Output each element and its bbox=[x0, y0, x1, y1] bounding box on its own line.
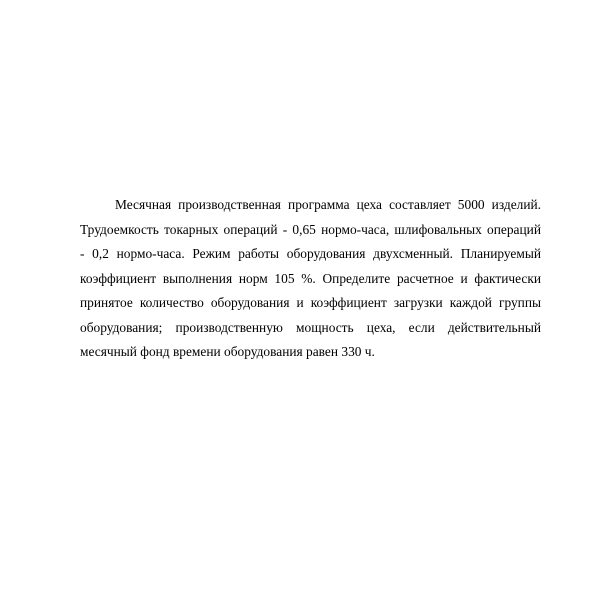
paragraph-line-2: Трудоемкость токарных операций - 0,65 нормо-часа, шлифовальных операций bbox=[80, 221, 541, 237]
paragraph-line-6: оборудования; производственную мощность цеха, если действительный bbox=[80, 319, 541, 335]
paragraph-line-7: месячный фонд времени оборудования равен 330 ч. bbox=[80, 344, 375, 359]
paragraph-line-1: Месячная производственная программа цеха составляет 5000 изделий. bbox=[115, 197, 541, 212]
paragraph-line-4: коэффициент выполнения норм 105 %. Определите расчетное и фактически bbox=[80, 270, 541, 286]
paragraph-line-5: принятое количество оборудования и коэффициент загрузки каждой группы bbox=[80, 295, 541, 310]
paragraph-line-3: - 0,2 нормо-часа. Режим работы оборудования двухсменный. Планируемый bbox=[80, 246, 541, 261]
problem-paragraph bbox=[80, 193, 541, 365]
